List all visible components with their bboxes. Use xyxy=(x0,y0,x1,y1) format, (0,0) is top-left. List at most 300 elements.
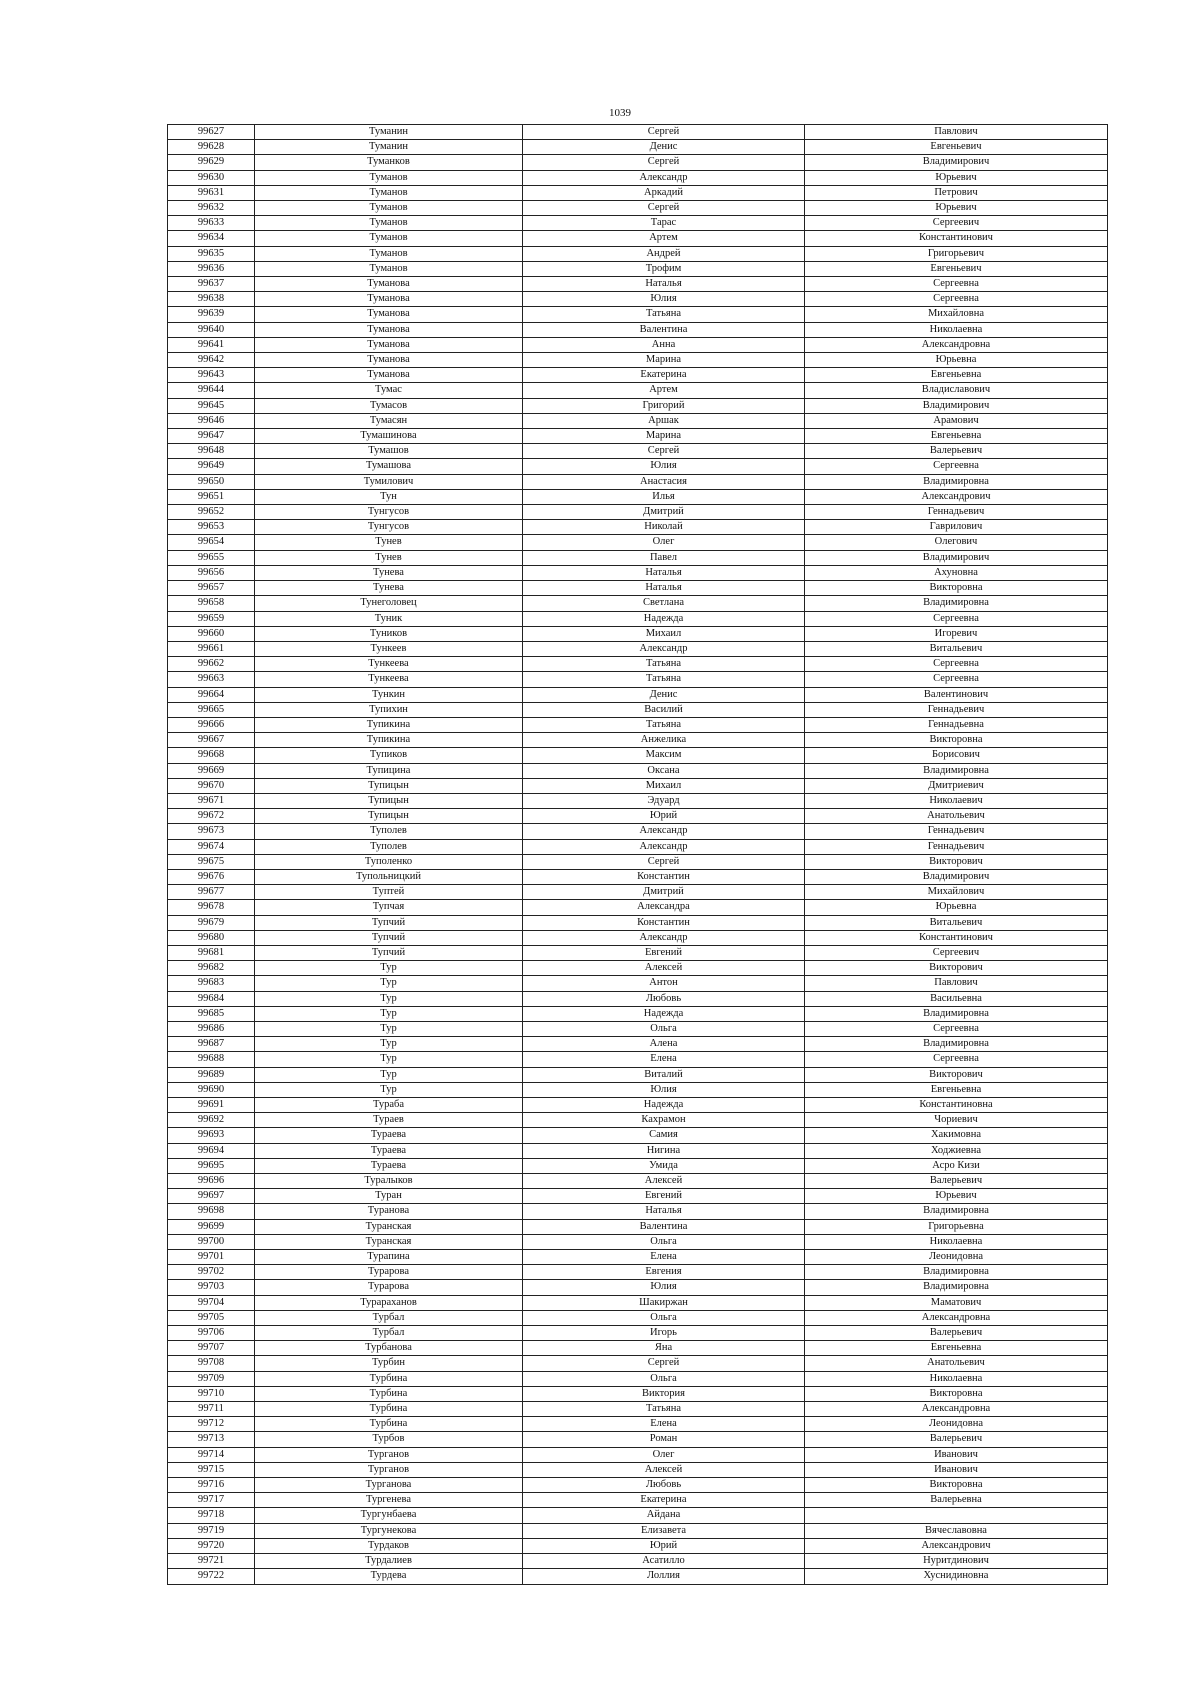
last-name-cell: Тупицина xyxy=(255,763,523,778)
table-row xyxy=(168,1569,1108,1584)
first-name-cell: Константин xyxy=(523,869,805,884)
first-name-cell: Татьяна xyxy=(523,672,805,687)
record-number-cell: 99642 xyxy=(168,353,255,368)
first-name-cell: Анжелика xyxy=(523,733,805,748)
table-row xyxy=(168,1082,1108,1097)
table-row xyxy=(168,337,1108,352)
record-number-cell: 99640 xyxy=(168,322,255,337)
last-name-cell: Тункин xyxy=(255,687,523,702)
patronymic-cell: Викторович xyxy=(805,1067,1108,1082)
patronymic-cell: Александровна xyxy=(805,337,1108,352)
last-name-cell: Турбин xyxy=(255,1356,523,1371)
last-name-cell: Тунев xyxy=(255,535,523,550)
first-name-cell: Елена xyxy=(523,1250,805,1265)
last-name-cell: Тур xyxy=(255,1067,523,1082)
last-name-cell: Туник xyxy=(255,611,523,626)
first-name-cell: Юрий xyxy=(523,1538,805,1553)
last-name-cell: Турдева xyxy=(255,1569,523,1584)
patronymic-cell: Александровна xyxy=(805,1402,1108,1417)
patronymic-cell: Владимировна xyxy=(805,1204,1108,1219)
patronymic-cell: Игоревич xyxy=(805,626,1108,641)
registry-table xyxy=(167,124,1108,1585)
patronymic-cell: Викторовна xyxy=(805,733,1108,748)
table-row xyxy=(168,246,1108,261)
first-name-cell: Илья xyxy=(523,489,805,504)
record-number-cell: 99641 xyxy=(168,337,255,352)
first-name-cell: Умида xyxy=(523,1158,805,1173)
table-row xyxy=(168,915,1108,930)
first-name-cell: Татьяна xyxy=(523,1402,805,1417)
first-name-cell: Андрей xyxy=(523,246,805,261)
table-row xyxy=(168,961,1108,976)
table-row xyxy=(168,672,1108,687)
table-row xyxy=(168,1204,1108,1219)
last-name-cell: Турбина xyxy=(255,1371,523,1386)
patronymic-cell: Анатольевич xyxy=(805,809,1108,824)
patronymic-cell: Александровна xyxy=(805,1310,1108,1325)
record-number-cell: 99635 xyxy=(168,246,255,261)
record-number-cell: 99683 xyxy=(168,976,255,991)
record-number-cell: 99700 xyxy=(168,1234,255,1249)
first-name-cell: Марина xyxy=(523,429,805,444)
patronymic-cell: Гаврилович xyxy=(805,520,1108,535)
first-name-cell: Денис xyxy=(523,140,805,155)
last-name-cell: Турараханов xyxy=(255,1295,523,1310)
last-name-cell: Тупиков xyxy=(255,748,523,763)
patronymic-cell: Геннадьевич xyxy=(805,505,1108,520)
table-row xyxy=(168,1402,1108,1417)
table-row xyxy=(168,945,1108,960)
patronymic-cell: Константинович xyxy=(805,930,1108,945)
last-name-cell: Туполев xyxy=(255,839,523,854)
last-name-cell: Турганов xyxy=(255,1447,523,1462)
record-number-cell: 99638 xyxy=(168,292,255,307)
first-name-cell: Максим xyxy=(523,748,805,763)
record-number-cell: 99705 xyxy=(168,1310,255,1325)
table-row xyxy=(168,611,1108,626)
table-row xyxy=(168,383,1108,398)
last-name-cell: Тумасов xyxy=(255,398,523,413)
record-number-cell: 99650 xyxy=(168,474,255,489)
last-name-cell: Турдалиев xyxy=(255,1554,523,1569)
table-row xyxy=(168,1493,1108,1508)
table-row xyxy=(168,1113,1108,1128)
last-name-cell: Тур xyxy=(255,1037,523,1052)
record-number-cell: 99713 xyxy=(168,1432,255,1447)
first-name-cell: Виктория xyxy=(523,1386,805,1401)
patronymic-cell: Петрович xyxy=(805,185,1108,200)
first-name-cell: Наталья xyxy=(523,277,805,292)
table-row xyxy=(168,261,1108,276)
last-name-cell: Турбов xyxy=(255,1432,523,1447)
first-name-cell: Алексей xyxy=(523,1174,805,1189)
record-number-cell: 99631 xyxy=(168,185,255,200)
first-name-cell: Олег xyxy=(523,535,805,550)
patronymic-cell: Евгеньевна xyxy=(805,429,1108,444)
patronymic-cell: Владимировна xyxy=(805,763,1108,778)
table-row xyxy=(168,459,1108,474)
record-number-cell: 99682 xyxy=(168,961,255,976)
table-row xyxy=(168,125,1108,140)
table-row xyxy=(168,748,1108,763)
record-number-cell: 99702 xyxy=(168,1265,255,1280)
patronymic-cell: Валерьевич xyxy=(805,1174,1108,1189)
first-name-cell: Татьяна xyxy=(523,717,805,732)
last-name-cell: Тупикина xyxy=(255,717,523,732)
last-name-cell: Тураба xyxy=(255,1098,523,1113)
table-row xyxy=(168,505,1108,520)
table-row xyxy=(168,1432,1108,1447)
patronymic-cell: Витальевич xyxy=(805,641,1108,656)
table-row xyxy=(168,733,1108,748)
first-name-cell: Сергей xyxy=(523,1356,805,1371)
first-name-cell: Наталья xyxy=(523,565,805,580)
last-name-cell: Туманов xyxy=(255,216,523,231)
record-number-cell: 99717 xyxy=(168,1493,255,1508)
record-number-cell: 99645 xyxy=(168,398,255,413)
record-number-cell: 99644 xyxy=(168,383,255,398)
table-row xyxy=(168,444,1108,459)
record-number-cell: 99714 xyxy=(168,1447,255,1462)
patronymic-cell: Константинович xyxy=(805,231,1108,246)
patronymic-cell: Иванович xyxy=(805,1462,1108,1477)
last-name-cell: Туников xyxy=(255,626,523,641)
first-name-cell: Ольга xyxy=(523,1371,805,1386)
first-name-cell: Надежда xyxy=(523,1006,805,1021)
patronymic-cell: Юрьевич xyxy=(805,201,1108,216)
last-name-cell: Туманова xyxy=(255,353,523,368)
table-row xyxy=(168,140,1108,155)
table-row xyxy=(168,1265,1108,1280)
patronymic-cell: Анатольевич xyxy=(805,1356,1108,1371)
record-number-cell: 99710 xyxy=(168,1386,255,1401)
table-row xyxy=(168,307,1108,322)
first-name-cell: Айдана xyxy=(523,1508,805,1523)
record-number-cell: 99694 xyxy=(168,1143,255,1158)
last-name-cell: Тунева xyxy=(255,565,523,580)
table-row xyxy=(168,429,1108,444)
last-name-cell: Туранова xyxy=(255,1204,523,1219)
record-number-cell: 99704 xyxy=(168,1295,255,1310)
record-number-cell: 99709 xyxy=(168,1371,255,1386)
first-name-cell: Ольга xyxy=(523,1234,805,1249)
patronymic-cell: Геннадьевич xyxy=(805,702,1108,717)
first-name-cell: Игорь xyxy=(523,1326,805,1341)
first-name-cell: Дмитрий xyxy=(523,505,805,520)
first-name-cell: Шакиржан xyxy=(523,1295,805,1310)
first-name-cell: Алена xyxy=(523,1037,805,1052)
patronymic-cell: Григорьевна xyxy=(805,1219,1108,1234)
table-row xyxy=(168,976,1108,991)
record-number-cell: 99660 xyxy=(168,626,255,641)
table-row xyxy=(168,368,1108,383)
first-name-cell: Александр xyxy=(523,170,805,185)
record-number-cell: 99689 xyxy=(168,1067,255,1082)
first-name-cell: Александра xyxy=(523,900,805,915)
table-row xyxy=(168,1341,1108,1356)
patronymic-cell: Хакимовна xyxy=(805,1128,1108,1143)
record-number-cell: 99676 xyxy=(168,869,255,884)
table-row xyxy=(168,839,1108,854)
last-name-cell: Тур xyxy=(255,1082,523,1097)
patronymic-cell: Иванович xyxy=(805,1447,1108,1462)
last-name-cell: Тупчий xyxy=(255,945,523,960)
patronymic-cell: Юрьевич xyxy=(805,1189,1108,1204)
first-name-cell: Юлия xyxy=(523,292,805,307)
table-row xyxy=(168,991,1108,1006)
first-name-cell: Роман xyxy=(523,1432,805,1447)
first-name-cell: Надежда xyxy=(523,611,805,626)
patronymic-cell: Валерьевич xyxy=(805,444,1108,459)
record-number-cell: 99706 xyxy=(168,1326,255,1341)
first-name-cell: Марина xyxy=(523,353,805,368)
record-number-cell: 99663 xyxy=(168,672,255,687)
patronymic-cell: Витальевич xyxy=(805,915,1108,930)
record-number-cell: 99630 xyxy=(168,170,255,185)
table-row xyxy=(168,1280,1108,1295)
first-name-cell: Татьяна xyxy=(523,307,805,322)
table-row xyxy=(168,1189,1108,1204)
first-name-cell: Наталья xyxy=(523,1204,805,1219)
last-name-cell: Турапина xyxy=(255,1250,523,1265)
patronymic-cell: Асро Кизи xyxy=(805,1158,1108,1173)
first-name-cell: Екатерина xyxy=(523,368,805,383)
table-row xyxy=(168,550,1108,565)
last-name-cell: Тупицын xyxy=(255,793,523,808)
last-name-cell: Тумашова xyxy=(255,459,523,474)
record-number-cell: 99656 xyxy=(168,565,255,580)
record-number-cell: 99715 xyxy=(168,1462,255,1477)
table-row xyxy=(168,1538,1108,1553)
record-number-cell: 99684 xyxy=(168,991,255,1006)
record-number-cell: 99681 xyxy=(168,945,255,960)
patronymic-cell: Владимирович xyxy=(805,398,1108,413)
first-name-cell: Ольга xyxy=(523,1021,805,1036)
record-number-cell: 99670 xyxy=(168,778,255,793)
first-name-cell: Любовь xyxy=(523,1478,805,1493)
last-name-cell: Тупицын xyxy=(255,809,523,824)
last-name-cell: Тур xyxy=(255,991,523,1006)
first-name-cell: Татьяна xyxy=(523,657,805,672)
patronymic-cell: Хуснидиновна xyxy=(805,1569,1108,1584)
first-name-cell: Кахрамон xyxy=(523,1113,805,1128)
first-name-cell: Сергей xyxy=(523,125,805,140)
first-name-cell: Сергей xyxy=(523,854,805,869)
patronymic-cell: Васильевна xyxy=(805,991,1108,1006)
record-number-cell: 99649 xyxy=(168,459,255,474)
first-name-cell: Михаил xyxy=(523,626,805,641)
table-row xyxy=(168,717,1108,732)
first-name-cell: Эдуард xyxy=(523,793,805,808)
last-name-cell: Тупчая xyxy=(255,900,523,915)
table-row xyxy=(168,1508,1108,1523)
table-row xyxy=(168,1158,1108,1173)
record-number-cell: 99701 xyxy=(168,1250,255,1265)
last-name-cell: Турбина xyxy=(255,1386,523,1401)
record-number-cell: 99716 xyxy=(168,1478,255,1493)
patronymic-cell: Ходжиевна xyxy=(805,1143,1108,1158)
record-number-cell: 99634 xyxy=(168,231,255,246)
first-name-cell: Евгений xyxy=(523,945,805,960)
patronymic-cell: Викторовна xyxy=(805,1478,1108,1493)
table-row xyxy=(168,641,1108,656)
table-row xyxy=(168,1371,1108,1386)
last-name-cell: Турбал xyxy=(255,1310,523,1325)
record-number-cell: 99679 xyxy=(168,915,255,930)
table-row xyxy=(168,1523,1108,1538)
record-number-cell: 99695 xyxy=(168,1158,255,1173)
last-name-cell: Турганов xyxy=(255,1462,523,1477)
table-row xyxy=(168,854,1108,869)
table-row xyxy=(168,474,1108,489)
table-row xyxy=(168,170,1108,185)
first-name-cell: Сергей xyxy=(523,444,805,459)
table-row xyxy=(168,1310,1108,1325)
first-name-cell: Павел xyxy=(523,550,805,565)
last-name-cell: Туранская xyxy=(255,1234,523,1249)
first-name-cell: Аркадий xyxy=(523,185,805,200)
record-number-cell: 99703 xyxy=(168,1280,255,1295)
patronymic-cell: Нуритдинович xyxy=(805,1554,1108,1569)
record-number-cell: 99643 xyxy=(168,368,255,383)
table-row xyxy=(168,1098,1108,1113)
last-name-cell: Турдаков xyxy=(255,1538,523,1553)
record-number-cell: 99691 xyxy=(168,1098,255,1113)
last-name-cell: Туманов xyxy=(255,246,523,261)
first-name-cell: Александр xyxy=(523,641,805,656)
record-number-cell: 99659 xyxy=(168,611,255,626)
patronymic-cell: Геннадьевич xyxy=(805,824,1108,839)
patronymic-cell: Викторович xyxy=(805,854,1108,869)
record-number-cell: 99680 xyxy=(168,930,255,945)
last-name-cell: Туполенко xyxy=(255,854,523,869)
first-name-cell: Яна xyxy=(523,1341,805,1356)
last-name-cell: Турарова xyxy=(255,1265,523,1280)
patronymic-cell: Викторович xyxy=(805,961,1108,976)
last-name-cell: Тумашов xyxy=(255,444,523,459)
record-number-cell: 99719 xyxy=(168,1523,255,1538)
table-row xyxy=(168,1447,1108,1462)
last-name-cell: Туманова xyxy=(255,292,523,307)
first-name-cell: Антон xyxy=(523,976,805,991)
patronymic-cell: Маматович xyxy=(805,1295,1108,1310)
last-name-cell: Тупицын xyxy=(255,778,523,793)
last-name-cell: Тун xyxy=(255,489,523,504)
last-name-cell: Туптей xyxy=(255,885,523,900)
record-number-cell: 99648 xyxy=(168,444,255,459)
table-row xyxy=(168,1554,1108,1569)
last-name-cell: Тумашинова xyxy=(255,429,523,444)
record-number-cell: 99657 xyxy=(168,581,255,596)
table-row xyxy=(168,626,1108,641)
patronymic-cell: Владимировна xyxy=(805,474,1108,489)
last-name-cell: Тур xyxy=(255,1021,523,1036)
table-row xyxy=(168,809,1108,824)
patronymic-cell: Викторовна xyxy=(805,581,1108,596)
table-row xyxy=(168,277,1108,292)
patronymic-cell: Дмитриевич xyxy=(805,778,1108,793)
table-row xyxy=(168,1462,1108,1477)
patronymic-cell xyxy=(805,1508,1108,1523)
last-name-cell: Туманов xyxy=(255,185,523,200)
record-number-cell: 99707 xyxy=(168,1341,255,1356)
first-name-cell: Виталий xyxy=(523,1067,805,1082)
table-row xyxy=(168,185,1108,200)
record-number-cell: 99662 xyxy=(168,657,255,672)
last-name-cell: Тумасян xyxy=(255,413,523,428)
table-row xyxy=(168,1234,1108,1249)
patronymic-cell: Владимировна xyxy=(805,596,1108,611)
first-name-cell: Екатерина xyxy=(523,1493,805,1508)
table-row xyxy=(168,535,1108,550)
last-name-cell: Туранская xyxy=(255,1219,523,1234)
patronymic-cell: Григорьевич xyxy=(805,246,1108,261)
first-name-cell: Александр xyxy=(523,839,805,854)
table-row xyxy=(168,565,1108,580)
table-row xyxy=(168,1067,1108,1082)
record-number-cell: 99668 xyxy=(168,748,255,763)
patronymic-cell: Викторовна xyxy=(805,1386,1108,1401)
patronymic-cell: Сергеевна xyxy=(805,672,1108,687)
record-number-cell: 99677 xyxy=(168,885,255,900)
table-row xyxy=(168,1052,1108,1067)
last-name-cell: Тумилович xyxy=(255,474,523,489)
record-number-cell: 99646 xyxy=(168,413,255,428)
first-name-cell: Самия xyxy=(523,1128,805,1143)
last-name-cell: Тураева xyxy=(255,1158,523,1173)
first-name-cell: Трофим xyxy=(523,261,805,276)
table-row xyxy=(168,930,1108,945)
record-number-cell: 99664 xyxy=(168,687,255,702)
patronymic-cell: Евгеньевич xyxy=(805,140,1108,155)
first-name-cell: Алексей xyxy=(523,1462,805,1477)
table-row xyxy=(168,596,1108,611)
table-row xyxy=(168,1128,1108,1143)
record-number-cell: 99632 xyxy=(168,201,255,216)
first-name-cell: Елизавета xyxy=(523,1523,805,1538)
record-number-cell: 99627 xyxy=(168,125,255,140)
last-name-cell: Туран xyxy=(255,1189,523,1204)
last-name-cell: Тургунекова xyxy=(255,1523,523,1538)
first-name-cell: Артем xyxy=(523,231,805,246)
last-name-cell: Тур xyxy=(255,976,523,991)
record-number-cell: 99637 xyxy=(168,277,255,292)
record-number-cell: 99667 xyxy=(168,733,255,748)
table-row xyxy=(168,1250,1108,1265)
record-number-cell: 99711 xyxy=(168,1402,255,1417)
last-name-cell: Туманова xyxy=(255,277,523,292)
table-row xyxy=(168,155,1108,170)
patronymic-cell: Сергеевна xyxy=(805,277,1108,292)
table-row xyxy=(168,1006,1108,1021)
table-row xyxy=(168,292,1108,307)
last-name-cell: Тур xyxy=(255,961,523,976)
record-number-cell: 99698 xyxy=(168,1204,255,1219)
first-name-cell: Тарас xyxy=(523,216,805,231)
record-number-cell: 99636 xyxy=(168,261,255,276)
record-number-cell: 99651 xyxy=(168,489,255,504)
last-name-cell: Тупчий xyxy=(255,915,523,930)
patronymic-cell: Евгеньевна xyxy=(805,1082,1108,1097)
table-row xyxy=(168,520,1108,535)
table-row xyxy=(168,1037,1108,1052)
first-name-cell: Дмитрий xyxy=(523,885,805,900)
first-name-cell: Евгений xyxy=(523,1189,805,1204)
table-row xyxy=(168,885,1108,900)
patronymic-cell: Сергеевна xyxy=(805,292,1108,307)
last-name-cell: Туполев xyxy=(255,824,523,839)
last-name-cell: Тункеева xyxy=(255,672,523,687)
